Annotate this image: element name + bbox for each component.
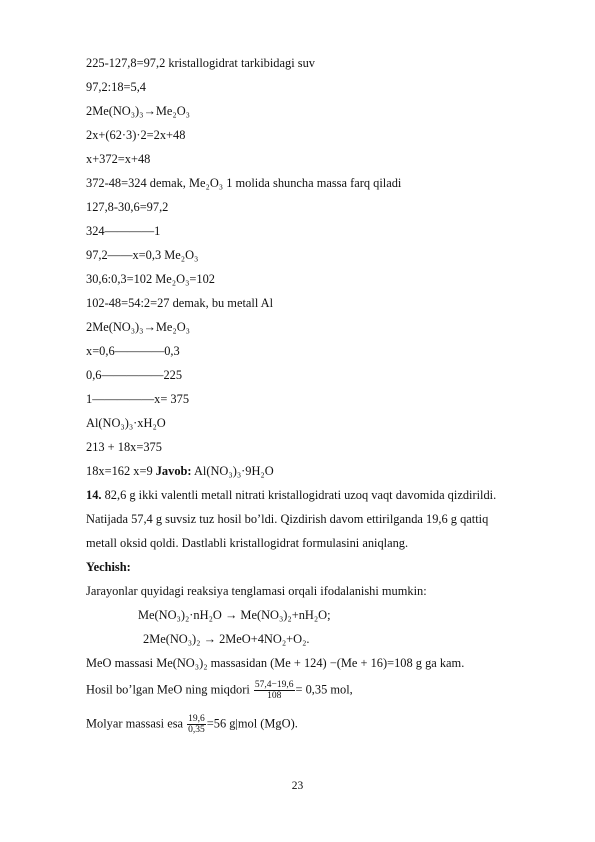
text-line: 372-48=324 demak, Me₂O₃ 1 molida shuncha massa farq qiladi	[86, 176, 402, 190]
text-line: 0,6—————225	[86, 368, 183, 382]
text-line: 2Me(NO₃)₃→Me₂O₃	[86, 320, 190, 334]
text-line: 127,8-30,6=97,2	[86, 200, 169, 214]
text-line: 2x+(62·3)·2=2x+48	[86, 128, 186, 142]
text-line: 2Me(NO₃)₃→Me₂O₃	[86, 104, 190, 118]
problem-line	[86, 487, 496, 503]
fraction-numerator: 19,6	[188, 714, 205, 724]
fraction-numerator: 57,4−19,6	[254, 680, 294, 690]
fraction-denominator: 0,35	[188, 725, 205, 735]
moles-line	[86, 680, 353, 701]
fraction-denominator: 108	[267, 691, 282, 701]
text-line: 18x=162 x=9	[86, 464, 156, 478]
text-line: 324————1	[86, 224, 161, 238]
problem-text: Natijada 57,4 g suvsiz tuz hosil bo’ldi. Qizdirish davom ettirilganda 19,6 g qattiq	[86, 512, 489, 526]
answer-value: Al(NO₃)₃·9H₂O	[191, 464, 274, 478]
molar-suffix: =56 g|mol (MgO).	[206, 716, 298, 731]
answer-line	[86, 463, 274, 479]
molar-mass-line	[86, 714, 298, 735]
text-line: 97,2:18=5,4	[86, 80, 146, 94]
problem-text: metall oksid qoldi. Dastlabli kristallogidrat formulasini aniqlang.	[86, 536, 409, 550]
intro-text: Jarayonlar quyidagi reaksiya tenglamasi orqali ifodalanishi mumkin:	[86, 584, 427, 598]
text-line: 1—————x= 375	[86, 392, 190, 406]
text-line: 30,6:0,3=102 Me₂O₃=102	[86, 272, 215, 286]
solution-label: Yechish:	[86, 560, 131, 574]
reaction-equation: Me(NO₃)₂·nH₂O → Me(NO₃)₂+nH₂O;	[138, 608, 331, 622]
answer-label: Javob:	[155, 464, 192, 478]
page-number: 23	[291, 780, 304, 792]
text-line: 102-48=54:2=27 demak, bu metall Al	[86, 296, 274, 310]
text-line: x=0,6————0,3	[86, 344, 180, 358]
text-line: x+372=x+48	[86, 152, 151, 166]
moles-fraction	[254, 680, 295, 701]
molar-prefix: Molyar massasi esa	[86, 716, 187, 731]
text-line: 213 + 18x=375	[86, 440, 162, 454]
problem-text: 82,6 g ikki valentli metall nitrati kristallogidrati uzoq vaqt davomida qizdirildi.	[101, 488, 497, 502]
molar-fraction	[187, 714, 206, 735]
text-line: 97,2——x=0,3 Me₂O₃	[86, 248, 199, 262]
reaction-equation: 2Me(NO₃)₂ → 2MeO+4NO₂+O₂.	[143, 632, 310, 646]
moles-suffix: = 0,35 mol,	[295, 682, 353, 697]
text-line: Al(NO₃)₃·xH₂O	[86, 416, 166, 430]
moles-prefix: Hosil bo’lgan MeO ning miqdori	[86, 682, 253, 697]
text-line: 225-127,8=97,2 kristallogidrat tarkibidagi suv	[86, 56, 315, 70]
mass-difference-text: MeO massasi Me(NO₃)₂ massasidan (Me + 124) −(Me + 16)=108 g ga kam.	[86, 656, 465, 670]
problem-number: 14.	[86, 488, 102, 502]
